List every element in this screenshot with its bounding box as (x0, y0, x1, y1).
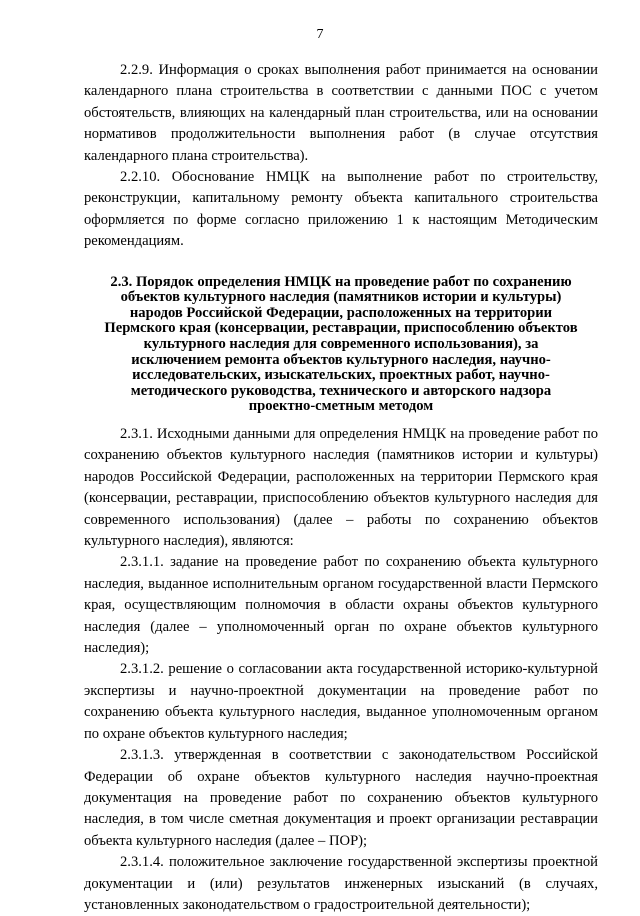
spacer (84, 253, 598, 275)
spacer (84, 415, 598, 424)
document-body (84, 60, 598, 916)
paragraph-2-3-1-2: 2.3.1.2. решение о согласовании акта государственной историко-культурной экспертизы и научно-проектной документации на проведение работ по сохранению объекта культурного наследия, выданное уполномоченным органом по охране объектов культурного наследия; (84, 661, 598, 742)
paragraph-2-3-1: 2.3.1. Исходными данными для определения НМЦК на проведение работ по сохранению объектов культурного наследия (памятников истории и культуры) народов Российской Федерации, расположенных на территории Пермского края (консервации, реставрации, приспособлению объектов культурного наследия для современного использования) (далее – работы по сохранению объектов культурного наследия), являются: (84, 426, 598, 550)
paragraph-2-3-1-4: 2.3.1.4. положительное заключение государственной экспертизы проектной документации и (или) результатов инженерных изысканий (в случаях, установленных законодательством о градостроительной деятельности); (84, 854, 598, 913)
paragraph-2-2-9: 2.2.9. Информация о сроках выполнения работ принимается на основании календарного плана строительства в соответствии с данными ПОС с учетом обстоятельств, влияющих на календарный план строительства, или на основании нормативов продолжительности выполнения работ (в случае отсутствия календарного плана строительства). (84, 62, 598, 164)
paragraph-2-2-10: 2.2.10. Обоснование НМЦК на выполнение работ по строительству, реконструкции, капитальному ремонту объекта капитального строительства оформляется по форме согласно приложению 1 к настоящим Методическим рекомендациям. (84, 169, 598, 250)
paragraph-2-3-1-3: 2.3.1.3. утвержденная в соответствии с законодательством Российской Федерации об охране объектов культурного наследия научно-проектная документация на проведение работ по сохранению объектов культурного наследия, в том числе сметная документация и проект организации реставрации объекта культурного наследия (далее – ПОР); (84, 747, 598, 849)
paragraph-2-3-1-1: 2.3.1.1. задание на проведение работ по сохранению объекта культурного наследия, выданное исполнительным органом государственной власти Пермского края, осуществляющим полномочия в области охраны объектов культурного наследия (далее – уполномоченный орган по охране объектов культурного наследия); (84, 554, 598, 657)
page-number: 7 (316, 27, 324, 42)
section-heading-2-3: 2.3. Порядок определения НМЦК на проведение работ по сохранению объектов культурного наследия (памятников истории и культуры) народов Российской Федерации, расположенных на территории Пермского края (консервации, реставрации, приспособлению объектов культурного наследия для современного использования), за исключением ремонта объектов культурного наследия, научно-исследовательских, изыскательских, проектных работ, научно-методического руководства, технического и авторского надзора проектно-сметным методом (104, 273, 578, 415)
